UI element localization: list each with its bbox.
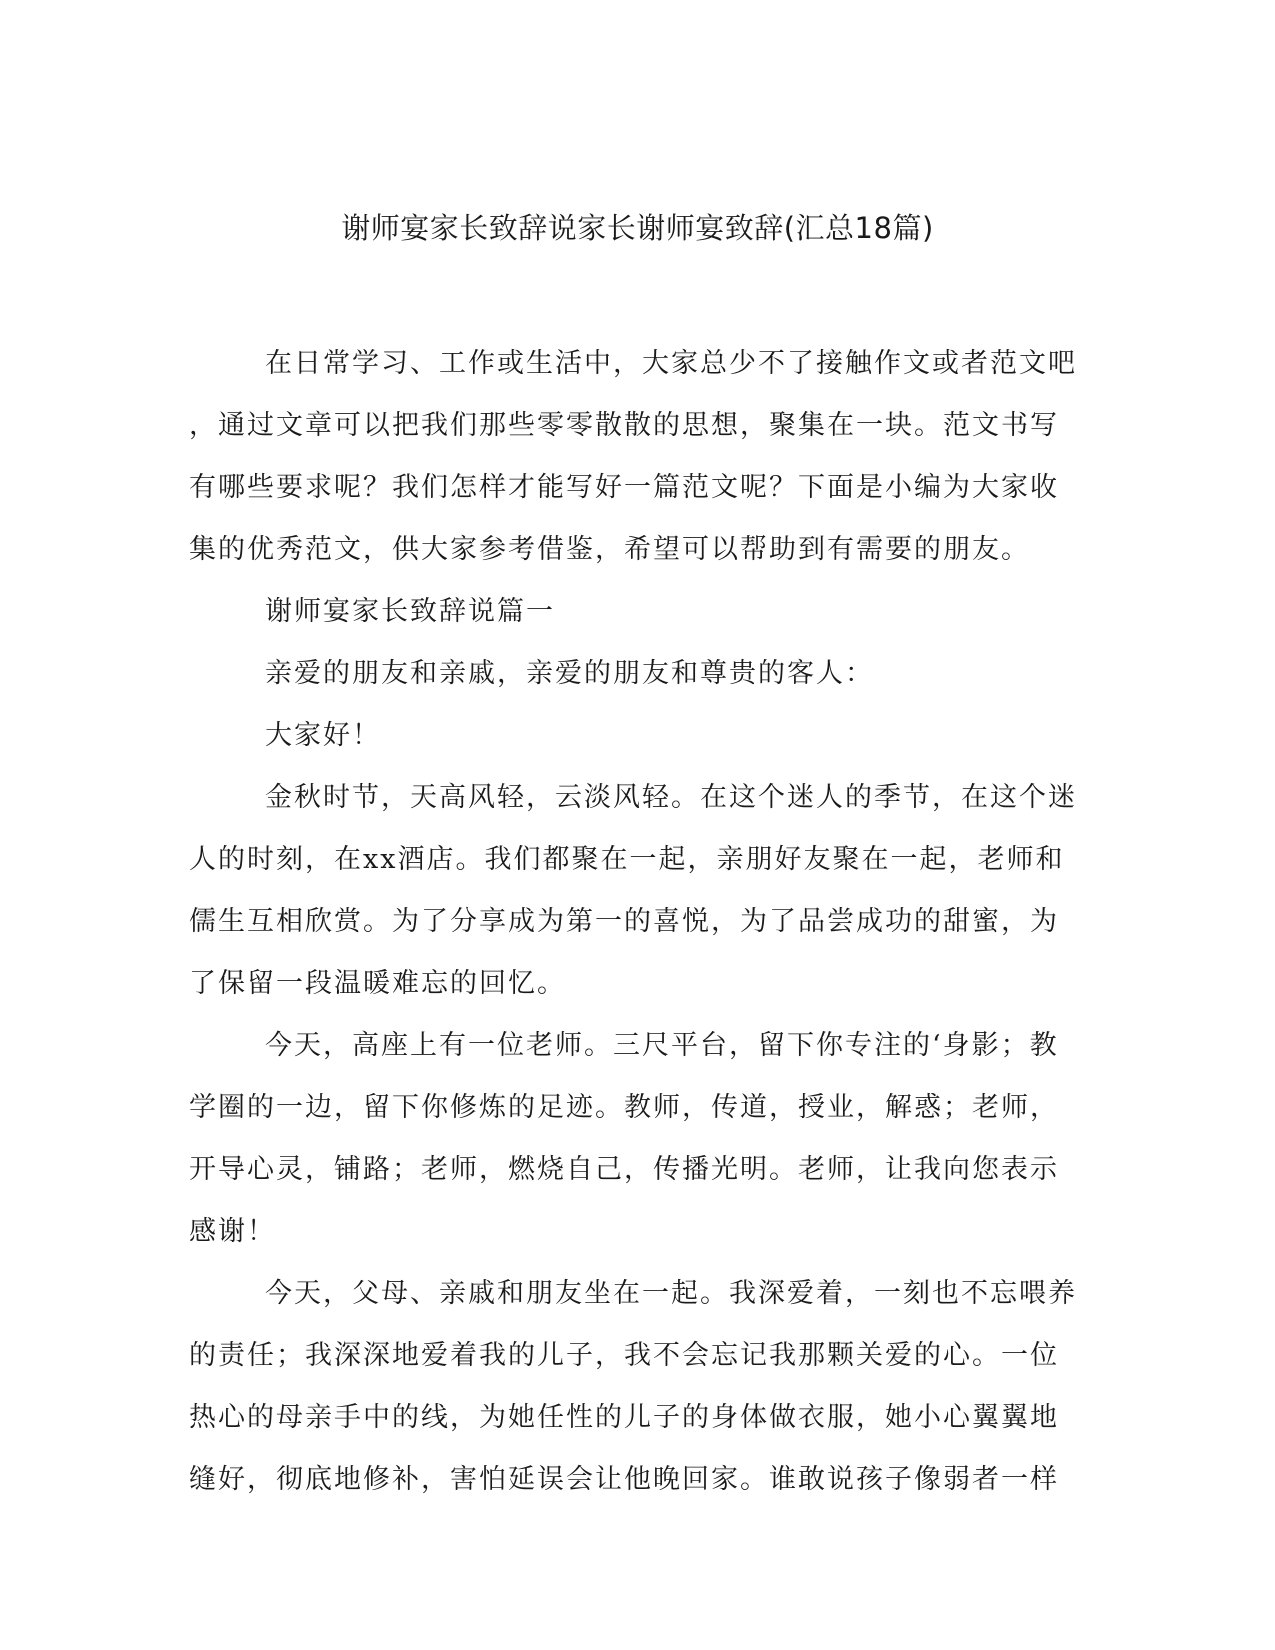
paragraph-line: 儒生互相欣赏。为了分享成为第一的喜悦，为了品尝成功的甜蜜，为: [189, 906, 1059, 937]
greeting-text: 大家好！: [265, 720, 381, 751]
paragraph-line: 今天，父母、亲戚和朋友坐在一起。我深爱着，一刻也不忘喂养: [265, 1278, 1077, 1309]
paragraph-line: 有哪些要求呢？我们怎样才能写好一篇范文呢？下面是小编为大家收: [189, 472, 1059, 503]
paragraph-line: 人的时刻，在xx酒店。我们都聚在一起，亲朋好友聚在一起，老师和: [189, 844, 1065, 875]
paragraph-line: ，通过文章可以把我们那些零零散散的思想，聚集在一块。范文书写: [189, 410, 1059, 441]
document-body: [189, 333, 1084, 1511]
paragraph-line: 开导心灵，铺路；老师，燃烧自己，传播光明。老师，让我向您表示: [189, 1154, 1059, 1185]
paragraph-line: 热心的母亲手中的线，为她任性的儿子的身体做衣服，她小心翼翼地: [189, 1402, 1059, 1433]
paragraph-line: 了保留一段温暖难忘的回忆。: [189, 968, 566, 999]
paragraph-line: 缝好，彻底地修补，害怕延误会让他晚回家。谁敢说孩子像弱者一样: [189, 1464, 1059, 1495]
paragraph-line: 今天，高座上有一位老师。三尺平台，留下你专注的‘身影；教: [265, 1030, 1059, 1061]
salutation: [189, 643, 1084, 705]
paragraph-parents: [189, 1263, 1084, 1511]
paragraph-line: 的责任；我深深地爱着我的儿子，我不会忘记我那颗关爱的心。一位: [189, 1340, 1059, 1371]
salutation-text: 亲爱的朋友和亲戚，亲爱的朋友和尊贵的客人：: [265, 658, 874, 689]
paragraph-line: 学圈的一边，留下你修炼的足迹。教师，传道，授业，解惑；老师，: [189, 1092, 1059, 1123]
paragraph-line: 集的优秀范文，供大家参考借鉴，希望可以帮助到有需要的朋友。: [189, 534, 1030, 565]
section-heading-text: 谢师宴家长致辞说篇一: [265, 596, 555, 627]
paragraph-intro: [189, 333, 1084, 581]
paragraph-teacher: [189, 1015, 1084, 1263]
document-title: 谢师宴家长致辞说家长谢师宴致辞(汇总18篇): [341, 211, 934, 245]
greeting: [189, 705, 1084, 767]
paragraph-autumn: [189, 767, 1084, 1015]
section-heading: [189, 581, 1084, 643]
paragraph-line: 感谢！: [189, 1216, 276, 1247]
paragraph-line: 金秋时节，天高风轻，云淡风轻。在这个迷人的季节，在这个迷: [265, 782, 1077, 813]
paragraph-line: 在日常学习、工作或生活中，大家总少不了接触作文或者范文吧: [265, 348, 1077, 379]
